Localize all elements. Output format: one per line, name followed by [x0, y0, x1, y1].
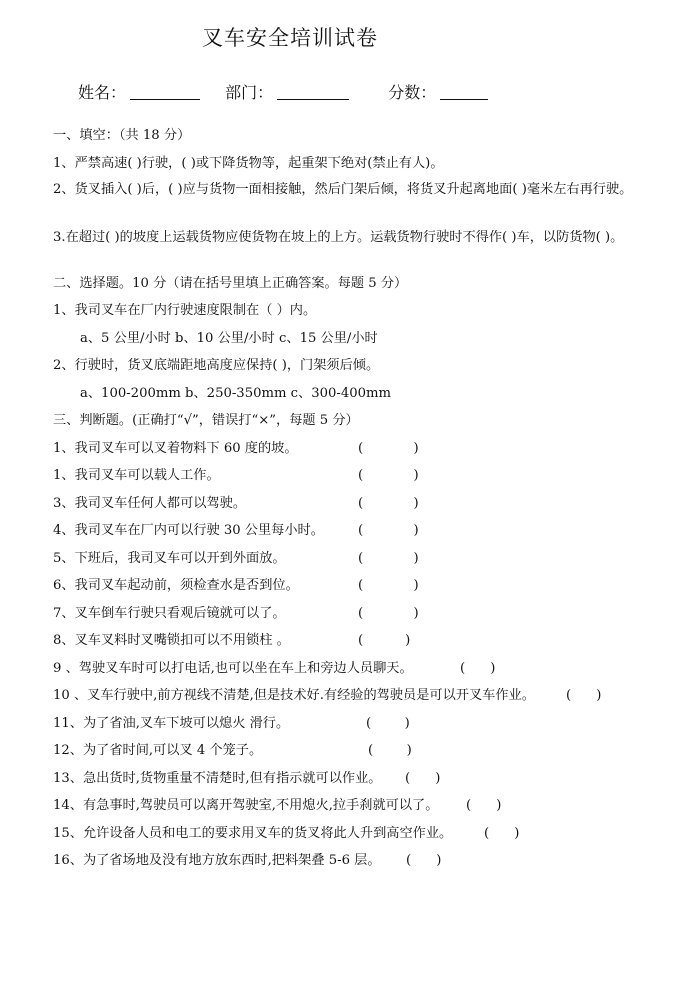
score-blank[interactable]	[440, 84, 488, 100]
fill-question-2: 2、货叉插入( )后，( )应与货物一面相接触，然后门架后倾，将货叉升起离地面( )毫米左右再行驶。	[53, 182, 633, 197]
judge-item-text: 1、我司叉车可以叉着物料下 60 度的坡。	[53, 441, 298, 456]
score-label: 分数：	[388, 83, 437, 102]
judge-item-text: 1、我司叉车可以载人工作。	[53, 468, 220, 483]
judge-item-answer[interactable]: ( )	[358, 606, 419, 621]
judge-item-answer[interactable]: ( )	[484, 826, 520, 841]
judge-item-text: 14、有急事时,驾驶员可以离开驾驶室,不用熄火,拉手刹就可以了。	[53, 798, 439, 813]
department-blank[interactable]	[277, 84, 349, 100]
choice-question-2: 2、行驶时，货叉底端距地高度应保持( )，门架须后倾。	[53, 358, 380, 373]
judge-item-answer[interactable]: ( )	[405, 771, 441, 786]
name-label: 姓名：	[78, 83, 127, 102]
choice-question-1-options: a、5 公里/小时 b、10 公里/小时 c、15 公里/小时	[80, 331, 378, 346]
judge-item-answer[interactable]: ( )	[358, 523, 419, 538]
judge-item-answer[interactable]: ( )	[366, 716, 410, 731]
judge-item-text: 15、允许设备人员和电工的要求用叉车的货叉将此人升到高空作业。	[53, 826, 453, 841]
score-field	[388, 80, 488, 103]
judge-item-answer[interactable]: ( )	[358, 578, 419, 593]
judge-item-answer[interactable]: ( )	[358, 633, 411, 648]
judge-item-text: 9 、驾驶叉车时可以打电话,也可以坐在车上和旁边人员聊天。	[53, 661, 413, 676]
section3-heading: 三、判断题。(正确打“√”，错误打“×”，每题 5 分）	[53, 413, 359, 428]
judge-item-answer[interactable]: ( )	[358, 468, 419, 483]
department-field	[225, 80, 349, 103]
choice-question-1: 1、我司叉车在厂内行驶速度限制在（ ）内。	[53, 303, 317, 318]
student-info-row	[78, 80, 506, 103]
judge-item-answer[interactable]: ( )	[460, 661, 496, 676]
judge-item-answer[interactable]: ( )	[358, 441, 419, 456]
name-field	[78, 80, 200, 103]
judge-item-text: 12、为了省时间,可以叉 4 个笼子。	[53, 743, 263, 758]
fill-question-3: 3.在超过( )的坡度上运载货物应使货物在坡上的上方。运载货物行驶时不得作( )车，以防货物( )。	[53, 230, 624, 245]
department-label: 部门：	[225, 83, 274, 102]
judge-item-answer[interactable]: ( )	[406, 853, 442, 868]
judge-item-answer[interactable]: ( )	[358, 496, 419, 511]
judge-item-answer[interactable]: ( )	[566, 688, 602, 703]
judge-item-text: 4、我司叉车在厂内可以行驶 30 公里每小时。	[53, 523, 324, 538]
judge-item-answer[interactable]: ( )	[358, 551, 419, 566]
section2-heading: 二、选择题。10 分（请在括号里填上正确答案。每题 5 分）	[53, 276, 408, 291]
judge-item-text: 10 、叉车行驶中,前方视线不清楚,但是技术好.有经验的驾驶员是可以开叉车作业。	[53, 688, 535, 703]
judge-item-text: 7、叉车倒车行驶只看观后镜就可以了。	[53, 606, 286, 621]
judge-item-text: 13、急出货时,货物重量不清楚时,但有指示就可以作业。	[53, 771, 382, 786]
judge-item-text: 11、为了省油,叉车下坡可以熄火 滑行。	[53, 716, 290, 731]
judge-item-answer[interactable]: ( )	[368, 743, 412, 758]
name-blank[interactable]	[130, 84, 200, 100]
fill-question-1: 1、严禁高速( )行驶，( )或下降货物等，起重架下绝对(禁止有人)。	[53, 156, 444, 171]
choice-question-2-options: a、100-200mm b、250-350mm c、300-400mm	[80, 386, 392, 401]
section1-heading: 一、填空：（共 18 分）	[53, 128, 191, 143]
judge-item-text: 5、下班后，我司叉车可以开到外面放。	[53, 551, 286, 566]
page-title: 叉车安全培训试卷	[202, 26, 378, 50]
judge-item-answer[interactable]: ( )	[466, 798, 502, 813]
judge-item-text: 3、我司叉车任何人都可以驾驶。	[53, 496, 247, 511]
judge-item-text: 6、我司叉车起动前，须检查水是否到位。	[53, 578, 299, 593]
judge-item-text: 16、为了省场地及没有地方放东西时,把料架叠 5-6 层。	[53, 853, 381, 868]
judge-item-text: 8、叉车叉料时叉嘴锁扣可以不用锁柱 。	[53, 633, 290, 648]
